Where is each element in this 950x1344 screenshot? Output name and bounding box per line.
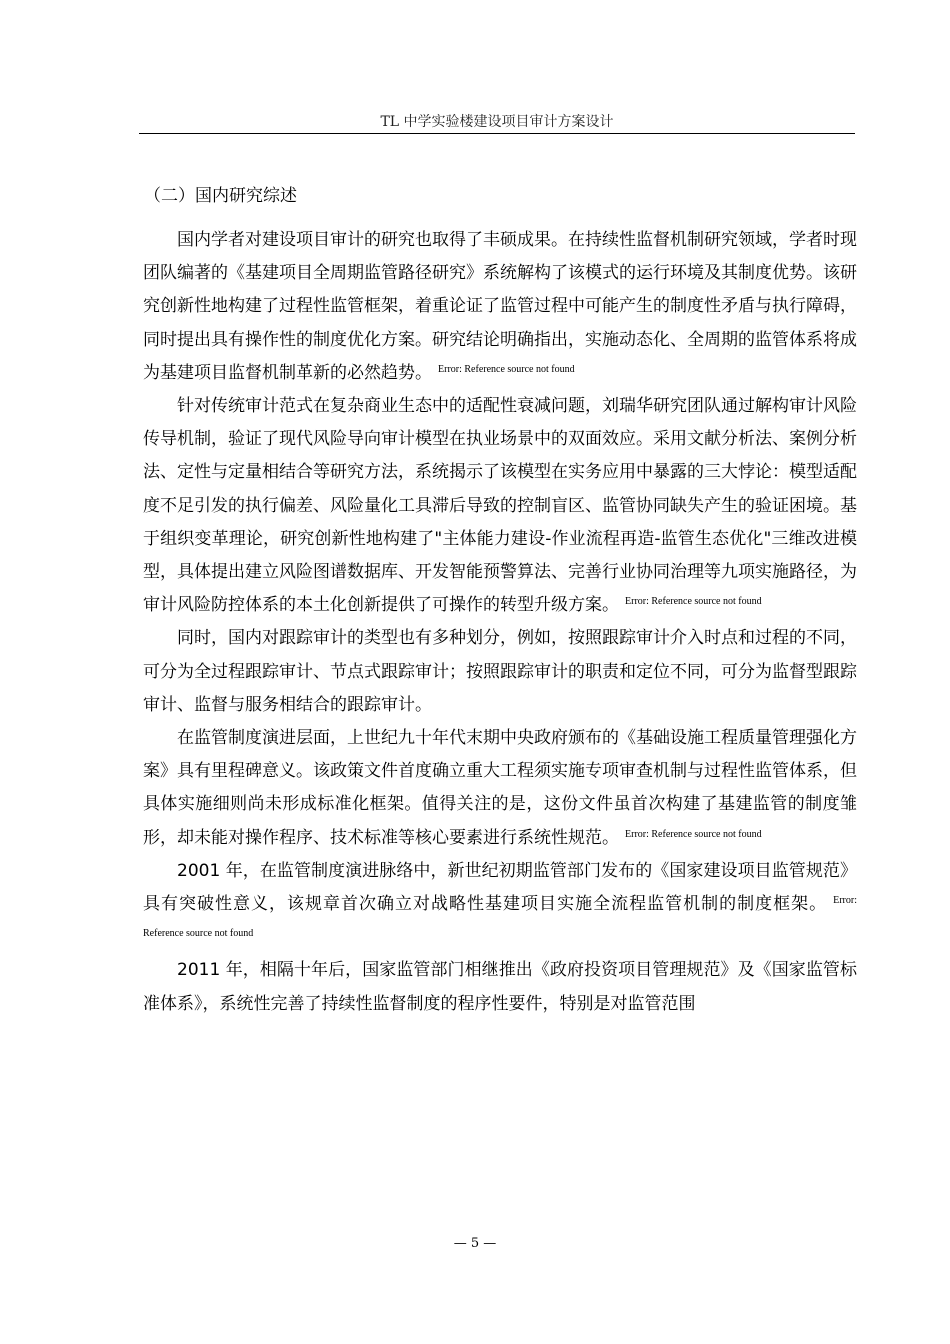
paragraph: [143, 390, 857, 622]
paragraph-text: 在监管制度演进层面，上世纪九十年代末期中央政府颁布的《基础设施工程质量管理强化方案》具有里程碑意义。该政策文件首度确立重大工程须实施专项审查机制与过程性监管体系，但具体实施细则尚未形成标准化框架。值得关注的是，这份文件虽首次构建了基建监管的制度雏形，却未能对操作程序、技术标准等核心要素进行系统性规范。: [143, 728, 857, 848]
paragraph: [143, 622, 857, 722]
paragraph-text: 2011 年，相隔十年后，国家监管部门相继推出《政府投资项目管理规范》及《国家监管标准体系》，系统性完善了持续性监督制度的程序性要件，特别是对监管范围: [143, 960, 857, 1014]
reference-error: Error: Reference source not found: [625, 828, 762, 840]
reference-error: Error: Reference source not found: [625, 596, 762, 608]
paragraph: [143, 954, 857, 1020]
paragraph-text: 同时，国内对跟踪审计的类型也有多种划分，例如，按照跟踪审计介入时点和过程的不同，可分为全过程跟踪审计、节点式跟踪审计；按照跟踪审计的职责和定位不同，可分为监督型跟踪审计、监督与服务相结合的跟踪审计。: [143, 628, 857, 715]
reference-error: Error: Reference source not found: [143, 895, 857, 940]
paragraph: [143, 224, 857, 390]
paragraph-text: 国内学者对建设项目审计的研究也取得了丰硕成果。在持续性监督机制研究领域，学者时现团队编著的《基建项目全周期监管路径研究》系统解构了该模式的运行环境及其制度优势。该研究创新性地构建了过程性监管框架，着重论证了监管过程中可能产生的制度性矛盾与执行障碍，同时提出具有操作性的制度优化方案。研究结论明确指出，实施动态化、全周期的监管体系将成为基建项目监督机制革新的必然趋势。: [143, 230, 857, 383]
header-divider: [139, 133, 855, 134]
page-header-title: TL 中学实验楼建设项目审计方案设计: [380, 114, 614, 130]
paragraph: [143, 855, 857, 955]
paragraph-text: 针对传统审计范式在复杂商业生态中的适配性衰减问题，刘瑞华研究团队通过解构审计风险传导机制，验证了现代风险导向审计模型在执业场景中的双面效应。采用文献分析法、案例分析法、定性与定量相结合等研究方法，系统揭示了该模型在实务应用中暴露的三大悖论：模型适配度不足引发的执行偏差、风险量化工具滞后导致的控制盲区、监管协同缺失产生的验证困境。基于组织变革理论，研究创新性地构建了"主体能力建设-作业流程再造-监管生态优化"三维改进模型，具体提出建立风险图谱数据库、开发智能预警算法、完善行业协同治理等九项实施路径，为审计风险防控体系的本土化创新提供了可操作的转型升级方案。: [143, 396, 857, 616]
reference-error: Error: Reference source not found: [438, 363, 575, 375]
body-text: [143, 224, 857, 1021]
page-number: — 5 —: [453, 1236, 497, 1251]
paragraph: [143, 722, 857, 855]
section-heading: （二）国内研究综述: [144, 186, 297, 206]
paragraph-text: 2001 年，在监管制度演进脉络中，新世纪初期监管部门发布的《国家建设项目监管规范》具有突破性意义，该规章首次确立对战略性基建项目实施全流程监管机制的制度框架。: [143, 860, 857, 915]
